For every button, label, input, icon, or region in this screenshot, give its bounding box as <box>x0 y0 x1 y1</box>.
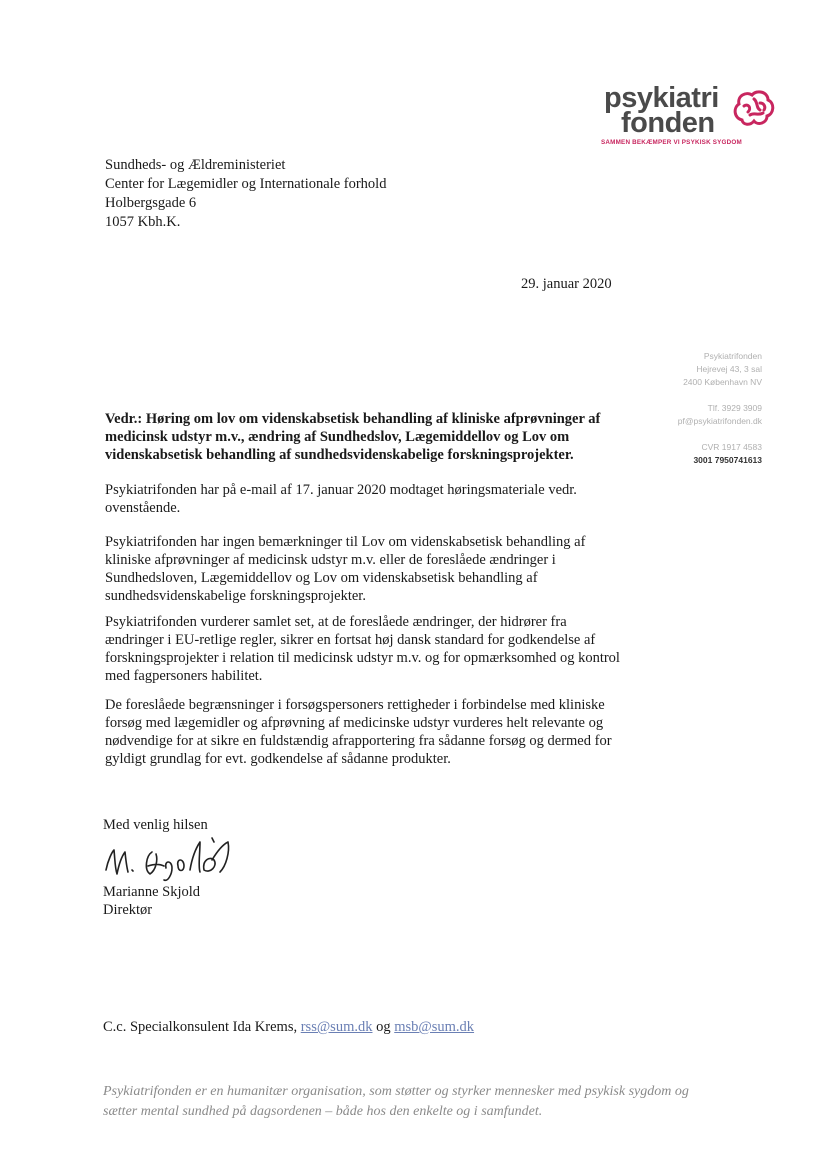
sender-bank-account: 3001 7950741613 <box>693 455 762 465</box>
signer-name: Marianne Skjold <box>103 884 201 900</box>
recipient-line: Center for Lægemidler og Internationale forhold <box>105 176 387 192</box>
handwritten-signature <box>100 830 250 885</box>
body-paragraph: Psykiatrifonden har ingen bemærkninger til Lov om videnskabsetisk behandling af kliniske afprøvninger af medicinsk udstyr m.v. eller de foreslåede ændringer i Sundhedsloven, Lægemiddellov og Lov om videnskabsetisk behandling af sundhedsvidenskabelige forskningsprojekter. <box>105 534 586 604</box>
logo-word-1: psykiatri <box>604 82 719 114</box>
recipient-line: Sundheds- og Ældreministeriet <box>105 157 286 173</box>
cc-line <box>103 1019 474 1036</box>
letter-subject: Vedr.: Høring om lov om videnskabsetisk behandling af kliniske afprøvninger af medicinsk udstyr m.v., ændring af Sundhedslov, Lægemiddellov og Lov om videnskabsetisk behandling af sundhedsvidenskabelige forskningsprojekter. <box>105 411 601 463</box>
body-paragraph: Psykiatrifonden har på e-mail af 17. januar 2020 modtaget høringsmateriale vedr. ovenstående. <box>105 482 577 516</box>
sender-city: 2400 København NV <box>683 377 762 387</box>
closing-greeting: Med venlig hilsen <box>103 817 208 833</box>
logo-tagline: SAMMEN BEKÆMPER VI PSYKISK SYGDOM <box>601 139 742 146</box>
recipient-line: 1057 Kbh.K. <box>105 214 181 230</box>
body-paragraph: Psykiatrifonden vurderer samlet set, at de foreslåede ændringer, der hidrører fra ændringer i EU-retlige regler, sikrer en fortsat høj dansk standard for godkendelse af forskningsprojekter i relation til medicinsk udstyr m.v. og for opmærksomhed og kontrol med fagpersoners habilitet. <box>105 614 620 684</box>
recipient-line: Holbergsgade 6 <box>105 195 197 211</box>
sender-contact-block <box>620 350 762 480</box>
cc-email-link[interactable]: msb@sum.dk <box>394 1019 475 1035</box>
letter-date: 29. januar 2020 <box>521 276 612 292</box>
brain-icon <box>730 86 776 132</box>
sender-street: Hejrevej 43, 3 sal <box>696 364 762 374</box>
cc-prefix: C.c. Specialkonsulent Ida Krems, <box>103 1019 298 1035</box>
logo-word-2: fonden <box>621 107 715 139</box>
sender-org: Psykiatrifonden <box>703 351 762 361</box>
sender-email: pf@psykiatrifonden.dk <box>677 416 762 426</box>
cc-email-link[interactable]: rss@sum.dk <box>300 1019 373 1035</box>
organization-logo <box>598 84 778 154</box>
sender-cvr: CVR 1917 4583 <box>701 442 762 452</box>
signer-title: Direktør <box>103 902 153 918</box>
recipient-address <box>105 156 386 232</box>
letter-footer: Psykiatrifonden er en humanitær organisation, som støtter og styrker mennesker med psykisk sygdom og sætter mental sundhed på dagsordenen – både hos den enkelte og i samfundet. <box>103 1084 689 1119</box>
body-paragraph: De foreslåede begrænsninger i forsøgspersoners rettigheder i forbindelse med kliniske forsøg med lægemidler og afprøvning af medicinske udstyr vurderes helt relevante og nødvendige for at sikre en fuldstændig afrapportering fra sådanne forsøg og dermed for gyldigt grundlag for evt. godkendelse af sådanne produkter. <box>105 697 612 767</box>
cc-joiner: og <box>376 1019 391 1035</box>
sender-phone: Tlf. 3929 3909 <box>707 403 762 413</box>
